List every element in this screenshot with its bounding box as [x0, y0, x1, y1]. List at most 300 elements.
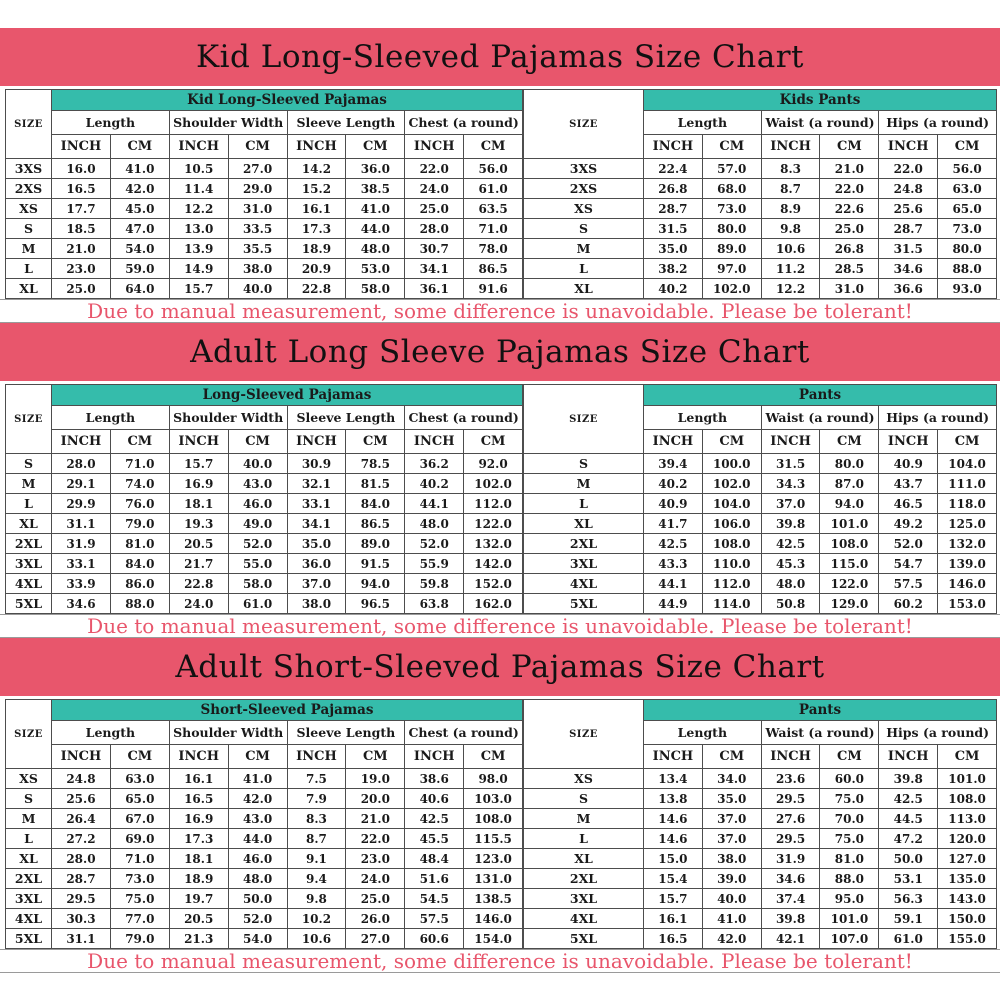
value-cell: 18.9 — [287, 239, 346, 259]
table-row — [524, 554, 997, 574]
size-cell: XL — [524, 279, 644, 299]
value-cell: 32.1 — [287, 474, 346, 494]
value-cell: 75.0 — [110, 889, 169, 909]
size-cell: S — [524, 789, 644, 809]
value-cell: 59.0 — [110, 259, 169, 279]
size-cell: L — [524, 494, 644, 514]
value-cell: 46.0 — [228, 849, 287, 869]
value-cell: 16.5 — [169, 789, 228, 809]
table-group-header: Long-Sleeved Pajamas — [52, 385, 523, 406]
table-row — [524, 809, 997, 829]
disclaimer-text: Due to manual measurement, some difference is unavoidable. Please be tolerant! — [0, 949, 1000, 973]
value-cell: 36.0 — [287, 554, 346, 574]
table-row — [6, 809, 523, 829]
pants-size-table — [523, 699, 997, 949]
value-cell: 36.6 — [879, 279, 938, 299]
value-cell: 63.5 — [464, 199, 523, 219]
measure-header: Length — [644, 406, 762, 430]
size-cell: XL — [6, 514, 52, 534]
value-cell: 139.0 — [938, 554, 997, 574]
size-cell: XL — [6, 279, 52, 299]
table-row — [6, 259, 523, 279]
value-cell: 63.8 — [405, 594, 464, 614]
value-cell: 23.0 — [346, 849, 405, 869]
value-cell: 50.0 — [879, 849, 938, 869]
table-row — [6, 769, 523, 789]
section-title-banner — [0, 323, 1000, 381]
size-cell: 3XL — [524, 889, 644, 909]
table-row — [524, 279, 997, 299]
value-cell: 16.0 — [52, 159, 111, 179]
value-cell: 26.4 — [52, 809, 111, 829]
value-cell: 34.3 — [761, 474, 820, 494]
value-cell: 27.6 — [761, 809, 820, 829]
value-cell: 45.5 — [405, 829, 464, 849]
value-cell: 40.2 — [644, 279, 703, 299]
unit-header: CM — [346, 745, 405, 769]
value-cell: 8.9 — [761, 199, 820, 219]
value-cell: 40.0 — [228, 279, 287, 299]
value-cell: 16.9 — [169, 474, 228, 494]
value-cell: 9.1 — [287, 849, 346, 869]
table-group-header: Short-Sleeved Pajamas — [52, 700, 523, 721]
measure-header-row — [6, 111, 523, 135]
value-cell: 17.3 — [287, 219, 346, 239]
value-cell: 88.0 — [938, 259, 997, 279]
value-cell: 7.9 — [287, 789, 346, 809]
value-cell: 9.8 — [761, 219, 820, 239]
value-cell: 36.2 — [405, 454, 464, 474]
table-header-row — [6, 90, 523, 111]
value-cell: 65.0 — [110, 789, 169, 809]
value-cell: 100.0 — [702, 454, 761, 474]
value-cell: 21.7 — [169, 554, 228, 574]
value-cell: 34.1 — [405, 259, 464, 279]
value-cell: 75.0 — [820, 789, 879, 809]
table-row — [524, 454, 997, 474]
value-cell: 28.7 — [879, 219, 938, 239]
table-row — [524, 769, 997, 789]
size-cell: 4XL — [524, 909, 644, 929]
value-cell: 46.5 — [879, 494, 938, 514]
value-cell: 22.8 — [169, 574, 228, 594]
unit-header: INCH — [169, 745, 228, 769]
value-cell: 17.3 — [169, 829, 228, 849]
value-cell: 94.0 — [346, 574, 405, 594]
value-cell: 101.0 — [820, 514, 879, 534]
table-row — [524, 219, 997, 239]
table-row — [524, 574, 997, 594]
value-cell: 123.0 — [464, 849, 523, 869]
measure-header: Length — [644, 111, 762, 135]
value-cell: 84.0 — [110, 554, 169, 574]
value-cell: 101.0 — [938, 769, 997, 789]
unit-header: INCH — [879, 135, 938, 159]
size-cell: M — [524, 809, 644, 829]
value-cell: 38.2 — [644, 259, 703, 279]
value-cell: 11.4 — [169, 179, 228, 199]
value-cell: 41.0 — [228, 769, 287, 789]
value-cell: 55.9 — [405, 554, 464, 574]
value-cell: 28.0 — [52, 454, 111, 474]
size-cell: 3XS — [524, 159, 644, 179]
value-cell: 27.0 — [346, 929, 405, 949]
value-cell: 91.6 — [464, 279, 523, 299]
table-group-header: Pants — [644, 385, 997, 406]
value-cell: 28.7 — [52, 869, 111, 889]
table-row — [6, 219, 523, 239]
value-cell: 108.0 — [938, 789, 997, 809]
measure-header: Sleeve Length — [287, 406, 405, 430]
unit-header: CM — [702, 430, 761, 454]
value-cell: 65.0 — [938, 199, 997, 219]
value-cell: 41.0 — [346, 199, 405, 219]
section-title: Adult Short-Sleeved Pajamas Size Chart — [175, 649, 825, 685]
size-column-header: SIZE — [6, 385, 52, 454]
section-title: Adult Long Sleeve Pajamas Size Chart — [190, 334, 810, 370]
value-cell: 24.0 — [169, 594, 228, 614]
value-cell: 35.5 — [228, 239, 287, 259]
value-cell: 150.0 — [938, 909, 997, 929]
value-cell: 154.0 — [464, 929, 523, 949]
unit-header: CM — [228, 135, 287, 159]
value-cell: 135.0 — [938, 869, 997, 889]
measure-header-row — [6, 406, 523, 430]
value-cell: 24.0 — [405, 179, 464, 199]
value-cell: 63.0 — [938, 179, 997, 199]
value-cell: 89.0 — [346, 534, 405, 554]
value-cell: 64.0 — [110, 279, 169, 299]
measure-header: Length — [52, 111, 170, 135]
unit-header: INCH — [644, 745, 703, 769]
unit-header-row — [6, 745, 523, 769]
table-row — [6, 454, 523, 474]
value-cell: 30.9 — [287, 454, 346, 474]
measure-header: Hips (a round) — [879, 111, 997, 135]
value-cell: 153.0 — [938, 594, 997, 614]
table-row — [524, 909, 997, 929]
size-chart-section — [0, 638, 1000, 973]
value-cell: 16.9 — [169, 809, 228, 829]
unit-header: INCH — [169, 430, 228, 454]
size-cell: M — [6, 239, 52, 259]
size-cell: L — [6, 494, 52, 514]
value-cell: 13.0 — [169, 219, 228, 239]
table-row — [6, 594, 523, 614]
measure-header: Waist (a round) — [761, 406, 879, 430]
value-cell: 29.9 — [52, 494, 111, 514]
size-column-header: SIZE — [524, 700, 644, 769]
value-cell: 37.4 — [761, 889, 820, 909]
value-cell: 18.9 — [169, 869, 228, 889]
size-chart-section — [0, 323, 1000, 638]
value-cell: 41.0 — [110, 159, 169, 179]
value-cell: 46.0 — [228, 494, 287, 514]
value-cell: 43.0 — [228, 809, 287, 829]
value-cell: 80.0 — [938, 239, 997, 259]
unit-header: CM — [464, 135, 523, 159]
value-cell: 13.8 — [644, 789, 703, 809]
value-cell: 33.1 — [287, 494, 346, 514]
value-cell: 40.6 — [405, 789, 464, 809]
value-cell: 24.8 — [879, 179, 938, 199]
table-row — [524, 259, 997, 279]
measure-header: Shoulder Width — [169, 111, 287, 135]
value-cell: 26.0 — [346, 909, 405, 929]
value-cell: 23.0 — [52, 259, 111, 279]
size-cell: 5XL — [524, 594, 644, 614]
value-cell: 152.0 — [464, 574, 523, 594]
value-cell: 48.0 — [228, 869, 287, 889]
table-row — [524, 494, 997, 514]
measure-header: Waist (a round) — [761, 721, 879, 745]
size-cell: XS — [524, 769, 644, 789]
size-cell: 2XL — [6, 534, 52, 554]
garment-size-table — [5, 699, 523, 949]
value-cell: 40.9 — [879, 454, 938, 474]
table-row — [524, 594, 997, 614]
measure-header: Hips (a round) — [879, 721, 997, 745]
table-row — [6, 789, 523, 809]
value-cell: 113.0 — [938, 809, 997, 829]
size-cell: XS — [6, 769, 52, 789]
size-cell: M — [524, 474, 644, 494]
value-cell: 22.0 — [405, 159, 464, 179]
table-row — [6, 829, 523, 849]
value-cell: 19.3 — [169, 514, 228, 534]
value-cell: 60.6 — [405, 929, 464, 949]
size-chart-section — [0, 28, 1000, 323]
value-cell: 53.0 — [346, 259, 405, 279]
unit-header: INCH — [52, 430, 111, 454]
value-cell: 91.5 — [346, 554, 405, 574]
value-cell: 23.6 — [761, 769, 820, 789]
size-cell: M — [6, 474, 52, 494]
size-column-header: SIZE — [524, 90, 644, 159]
value-cell: 59.1 — [879, 909, 938, 929]
value-cell: 73.0 — [938, 219, 997, 239]
unit-header: CM — [702, 745, 761, 769]
value-cell: 50.8 — [761, 594, 820, 614]
value-cell: 31.0 — [820, 279, 879, 299]
disclaimer-text: Due to manual measurement, some difference is unavoidable. Please be tolerant! — [0, 299, 1000, 323]
size-column-header: SIZE — [6, 700, 52, 769]
table-row — [524, 789, 997, 809]
value-cell: 112.0 — [464, 494, 523, 514]
value-cell: 40.2 — [644, 474, 703, 494]
value-cell: 118.0 — [938, 494, 997, 514]
value-cell: 15.7 — [169, 454, 228, 474]
value-cell: 60.0 — [820, 769, 879, 789]
value-cell: 45.0 — [110, 199, 169, 219]
value-cell: 95.0 — [820, 889, 879, 909]
value-cell: 15.0 — [644, 849, 703, 869]
value-cell: 22.0 — [820, 179, 879, 199]
unit-header: INCH — [52, 745, 111, 769]
value-cell: 25.6 — [52, 789, 111, 809]
unit-header: INCH — [405, 430, 464, 454]
measure-header: Shoulder Width — [169, 721, 287, 745]
value-cell: 18.1 — [169, 849, 228, 869]
value-cell: 34.6 — [761, 869, 820, 889]
value-cell: 36.1 — [405, 279, 464, 299]
value-cell: 112.0 — [702, 574, 761, 594]
value-cell: 73.0 — [110, 869, 169, 889]
value-cell: 31.5 — [879, 239, 938, 259]
value-cell: 74.0 — [110, 474, 169, 494]
value-cell: 44.0 — [346, 219, 405, 239]
measure-header: Length — [52, 721, 170, 745]
size-cell: 2XS — [524, 179, 644, 199]
value-cell: 88.0 — [110, 594, 169, 614]
value-cell: 15.2 — [287, 179, 346, 199]
value-cell: 38.5 — [346, 179, 405, 199]
value-cell: 142.0 — [464, 554, 523, 574]
table-header-row — [524, 90, 997, 111]
value-cell: 31.5 — [761, 454, 820, 474]
value-cell: 34.6 — [879, 259, 938, 279]
value-cell: 37.0 — [702, 829, 761, 849]
value-cell: 49.0 — [228, 514, 287, 534]
value-cell: 40.0 — [228, 454, 287, 474]
value-cell: 17.7 — [52, 199, 111, 219]
unit-header: INCH — [879, 745, 938, 769]
measure-header: Hips (a round) — [879, 406, 997, 430]
table-row — [524, 474, 997, 494]
value-cell: 15.7 — [644, 889, 703, 909]
value-cell: 29.0 — [228, 179, 287, 199]
value-cell: 31.0 — [228, 199, 287, 219]
value-cell: 110.0 — [702, 554, 761, 574]
value-cell: 42.5 — [879, 789, 938, 809]
unit-header: CM — [938, 430, 997, 454]
value-cell: 8.7 — [287, 829, 346, 849]
table-header-row — [524, 700, 997, 721]
value-cell: 57.5 — [879, 574, 938, 594]
value-cell: 26.8 — [820, 239, 879, 259]
unit-header: INCH — [761, 430, 820, 454]
value-cell: 19.0 — [346, 769, 405, 789]
value-cell: 132.0 — [938, 534, 997, 554]
value-cell: 36.0 — [346, 159, 405, 179]
unit-header: CM — [820, 135, 879, 159]
value-cell: 50.0 — [228, 889, 287, 909]
value-cell: 13.9 — [169, 239, 228, 259]
size-cell: 5XL — [524, 929, 644, 949]
value-cell: 34.6 — [52, 594, 111, 614]
table-header-row — [6, 700, 523, 721]
value-cell: 29.1 — [52, 474, 111, 494]
table-row — [524, 829, 997, 849]
value-cell: 81.0 — [820, 849, 879, 869]
value-cell: 24.0 — [346, 869, 405, 889]
value-cell: 16.1 — [287, 199, 346, 219]
size-cell: S — [524, 219, 644, 239]
value-cell: 16.5 — [644, 929, 703, 949]
table-row — [524, 889, 997, 909]
value-cell: 43.3 — [644, 554, 703, 574]
value-cell: 138.5 — [464, 889, 523, 909]
table-row — [6, 474, 523, 494]
measure-header: Length — [52, 406, 170, 430]
table-row — [6, 849, 523, 869]
value-cell: 104.0 — [702, 494, 761, 514]
value-cell: 146.0 — [464, 909, 523, 929]
value-cell: 107.0 — [820, 929, 879, 949]
value-cell: 49.2 — [879, 514, 938, 534]
unit-header-row — [6, 430, 523, 454]
value-cell: 33.5 — [228, 219, 287, 239]
value-cell: 15.7 — [169, 279, 228, 299]
size-cell: 5XL — [6, 594, 52, 614]
table-row — [524, 159, 997, 179]
unit-header: CM — [228, 430, 287, 454]
value-cell: 21.0 — [52, 239, 111, 259]
value-cell: 14.6 — [644, 829, 703, 849]
value-cell: 13.4 — [644, 769, 703, 789]
value-cell: 31.5 — [644, 219, 703, 239]
value-cell: 25.0 — [52, 279, 111, 299]
value-cell: 102.0 — [464, 474, 523, 494]
value-cell: 61.0 — [464, 179, 523, 199]
value-cell: 127.0 — [938, 849, 997, 869]
value-cell: 16.1 — [169, 769, 228, 789]
value-cell: 42.0 — [228, 789, 287, 809]
value-cell: 59.8 — [405, 574, 464, 594]
value-cell: 31.9 — [761, 849, 820, 869]
value-cell: 25.0 — [405, 199, 464, 219]
value-cell: 21.3 — [169, 929, 228, 949]
value-cell: 19.7 — [169, 889, 228, 909]
value-cell: 67.0 — [110, 809, 169, 829]
value-cell: 31.9 — [52, 534, 111, 554]
unit-header: CM — [346, 135, 405, 159]
value-cell: 69.0 — [110, 829, 169, 849]
value-cell: 22.8 — [287, 279, 346, 299]
size-cell: S — [524, 454, 644, 474]
size-cell: XL — [524, 849, 644, 869]
value-cell: 93.0 — [938, 279, 997, 299]
value-cell: 78.5 — [346, 454, 405, 474]
value-cell: 28.0 — [405, 219, 464, 239]
size-cell: 5XL — [6, 929, 52, 949]
value-cell: 10.5 — [169, 159, 228, 179]
value-cell: 71.0 — [464, 219, 523, 239]
unit-header: CM — [464, 430, 523, 454]
size-cell: 2XL — [524, 534, 644, 554]
value-cell: 42.1 — [761, 929, 820, 949]
value-cell: 56.0 — [464, 159, 523, 179]
value-cell: 79.0 — [110, 929, 169, 949]
value-cell: 54.7 — [879, 554, 938, 574]
value-cell: 27.0 — [228, 159, 287, 179]
value-cell: 122.0 — [820, 574, 879, 594]
value-cell: 80.0 — [702, 219, 761, 239]
garment-size-table — [5, 384, 523, 614]
size-cell: XL — [524, 514, 644, 534]
value-cell: 114.0 — [702, 594, 761, 614]
section-tables — [0, 699, 1000, 949]
value-cell: 51.6 — [405, 869, 464, 889]
value-cell: 131.0 — [464, 869, 523, 889]
value-cell: 108.0 — [464, 809, 523, 829]
section-title: Kid Long-Sleeved Pajamas Size Chart — [195, 39, 804, 75]
table-row — [524, 849, 997, 869]
disclaimer-text: Due to manual measurement, some difference is unavoidable. Please be tolerant! — [0, 614, 1000, 638]
value-cell: 8.3 — [287, 809, 346, 829]
value-cell: 52.0 — [228, 534, 287, 554]
table-row — [6, 159, 523, 179]
